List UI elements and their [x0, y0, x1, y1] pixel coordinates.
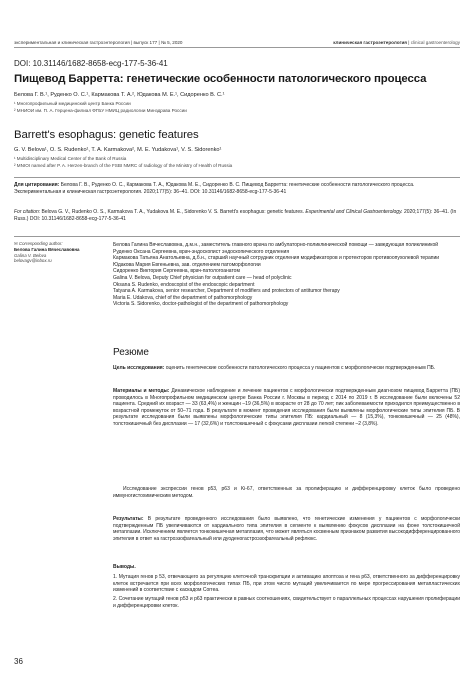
- citation-divider-bottom: [14, 236, 460, 237]
- affiliation-en-1: ¹ Multidisciplinary Medical Center of the Bank of Russia: [14, 156, 127, 161]
- conclusion-item-1: 1. Мутация генов p 53, отвечающего за регуляцию клеточной транскрипции и активацию апоптоза и гена p63, ответственного за дифференцировку клеток встречается при всех морфологических типах ПБ, при этом число мутаций увеличивается по мере прогрессирования метапластических изменений в соответствие с каскадом Correa.: [113, 574, 460, 594]
- citation-en-label: For citation:: [14, 209, 41, 215]
- page-number: 36: [14, 657, 23, 666]
- citation-en-tail: 2020;177(5): 36–41. (In Russ.) DOI: 10.31146/1682-8658-ecg-177-5-36-41: [14, 209, 457, 222]
- methods-text: Динамическое наблюдение и лечение пациентов с морфологически подтвержденным диагнозом пищевод Барретта (ПБ) проводилось в Многопрофильном медицинском центре Банка России г. Москвы в период с 2014 по 2019 г. В исследование были включены 52 пациента. Средний их возраст — 33 (63,4%) и женщин –19 (36,5%) в возрасте от 28 до 70 лет; пик заболеваемости приходился преимущественно в возрастной промежуток от 50–71 года. В результате в момент проведения исследования были выявлены морфологические типы эпителия ПБ. В результате исследования были выявлены морфологические типы эпителия ПБ: кардиальный — 8 (15,3%), тонкокишечный — 25 (48%), толстокишечный без дисплазии — 17 (32,6%) и толстокишечный с фокусами дисплазии легкой степени –2 (3,8%).: [113, 388, 461, 427]
- title-ru: Пищевод Барретта: генетические особенности патологического процесса: [14, 73, 427, 85]
- conclusions-label: Выводы.: [113, 564, 136, 570]
- author-info-item: Белова Галина Вячеславовна, д.м.н., заместитель главного врача по амбулаторно-поликлинической помощи — заведующая поликлиникой: [113, 242, 439, 248]
- author-info-item: Юдакова Мария Евгеньевна, зав. отделением патоморфологии: [113, 261, 261, 268]
- running-header-right: клиническая гастроэнтерология | clinical gastroenterology: [333, 40, 460, 45]
- aim-text: оценить генетические особенности патологического процесса у пациентов с морфологически подтвержденным ПБ.: [165, 365, 436, 371]
- corresponding-name-ru: Белова Галина Вячеславовна: [14, 246, 80, 252]
- authors-en: G. V. Belova¹, O. S. Rudenko¹, T. A. Karmakova², M. E. Yudakova¹, V. S. Sidorenko¹: [14, 147, 222, 153]
- author-info-item: Maria E. Udakova, chief of the department of pathomorphology: [113, 294, 253, 301]
- citation-en-journal: Experimental and Clinical Gastroenterology.: [305, 209, 403, 215]
- journal-name: клиническая гастроэнтерология: [333, 40, 407, 45]
- results-text: В результате проведенного исследования было выявлено, что генетические изменения у пациентов с морфологически подтвержденным ПБ увеличиваются от кардиального типа эпителия в сегменте к выявлению фокусов дисплазии на фоне толстокишечной метаплазии. Исключением является тонкокишечная метаплазия, что может являться косвенным признаком развития высокодифференцированного эпителия в ответ на гастроэзофагеальный или дуоденогастроэзофагеальный рефлюкс.: [113, 516, 460, 542]
- mail-icon: ✉: [14, 241, 18, 246]
- header-divider: [14, 47, 460, 48]
- corresponding-email[interactable]: belovagv@inbox.ru: [14, 258, 52, 264]
- author-info-item: Victoria S. Sidorenko, doctor-pathologist of the department of pathomorphology: [113, 301, 289, 308]
- author-info-item: Сидоренко Виктория Сергеевна, врач-патологоанатом: [113, 268, 240, 275]
- citation-divider-top: [14, 177, 460, 178]
- citation-ru-text: Белова Г. В., Руденко О. С., Кармакова Т. А., Юдакова М. Е., Сидоренко В. С. Пищевод Барретта: генетические особенности патологического процесса. Экспериментальная и клиническая гастроэнтерология. 2020;177(5): 36–41. DOI: 10.31146/1682-8658-ecg-177-5-36-41: [14, 182, 415, 195]
- author-info-item: Кармакова Татьяна Анатольевна, д.б.н., старший научный сотрудник отделения модификаторов и протекторов противоопухолевой терапии: [113, 255, 440, 262]
- doi[interactable]: DOI: 10.31146/1682-8658-ecg-177-5-36-41: [14, 59, 168, 68]
- author-info-item: Oksana S. Rudenko, endoscopist of the endoscopic department: [113, 281, 255, 288]
- results-label: Результаты:: [113, 516, 144, 522]
- citation-en: [14, 209, 460, 223]
- affiliation-en-2: ² MNIOI named after P. A. Herzen-branch of the FSBI NMRC of radiology of the Ministry of Health of Russia: [14, 163, 233, 168]
- summary-methods: [113, 388, 460, 428]
- author-info-item: Tatyana A. Karmakova, senior researcher, Department of modifiers and protectors of antitumor therapy: [113, 288, 340, 295]
- methods-label: Материалы и методы:: [113, 388, 170, 394]
- author-info-item: Galina V. Belova, Deputy Chief physician for outpatient care — head of polyclinic: [113, 274, 292, 281]
- conclusion-item-2: 2. Сочетание мутаций генов p53 и p63 практически в равных соотношениях, свидетельствует о параллельных процессах нарушения пролиферации и дифференцировки клеток.: [113, 596, 460, 609]
- summary-methods-2: Исследование экспрессии генов p53, p63 и Ki-67, ответственных за пролиферацию и дифференцировку клеток было проведено иммуногистохимическим методом.: [113, 486, 460, 499]
- corresponding-name-en: Galina V. Belova: [14, 252, 47, 258]
- summary-heading: Резюме: [113, 347, 149, 358]
- affiliation-ru-2: ² МНИОИ им. П. А. Герцена-филиал ФГБУ НМИЦ радиологии Минздрава России: [14, 108, 187, 113]
- citation-ru-label: Для цитирования:: [14, 182, 60, 188]
- citation-ru: [14, 182, 460, 196]
- affiliation-ru-1: ¹ Многопрофильный медицинский центр Банка России: [14, 101, 131, 106]
- author-info-list: [113, 242, 463, 308]
- corresponding-author: [14, 241, 80, 264]
- summary-results: [113, 516, 460, 542]
- summary-conclusions-label: [113, 564, 460, 571]
- citation-en-text: Belova G. V., Rudenko O. S., Karmakova T. A., Yudakova M. E., Sidorenko V. S. Barrett's esophagus: genetic features.: [41, 209, 305, 215]
- title-en: Barrett's esophagus: genetic features: [14, 129, 199, 141]
- summary-aim: [113, 365, 460, 372]
- journal-name-en: clinical gastroenterology: [410, 40, 460, 45]
- authors-ru: Белова Г. В.¹, Руденко О. С.¹, Кармакова Т. А.², Юдакова М. Е.¹, Сидоренко В. С.¹: [14, 92, 225, 98]
- corresponding-label: Corresponding author:: [18, 241, 63, 246]
- aim-label: Цель исследования:: [113, 365, 165, 371]
- running-header-left: экспериментальная и клиническая гастроэнтерология | выпуск 177 | № 5, 2020: [14, 40, 183, 45]
- author-info-item: Руденко Оксана Сергеевна, врач-эндоскопист эндоскопического отделения: [113, 248, 290, 255]
